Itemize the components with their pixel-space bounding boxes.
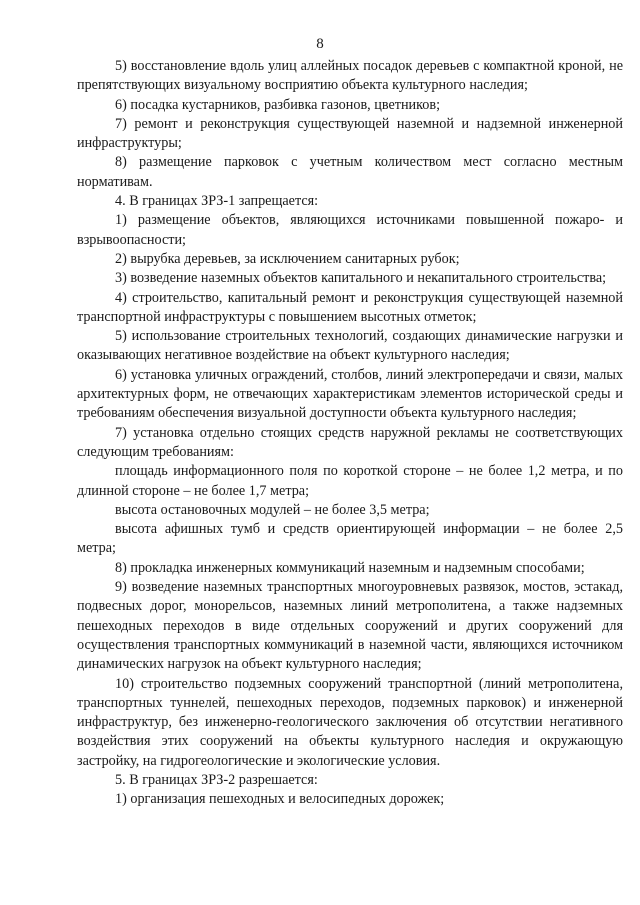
section-heading: 5. В границах ЗРЗ-2 разрешается: — [115, 771, 318, 788]
paragraph: 1) организация пешеходных и велосипедных дорожек; — [115, 791, 445, 808]
paragraph: 7) ремонт и реконструкция существующей наземной и надземной инженерной инфраструктуры; — [77, 115, 623, 152]
paragraph: 8) прокладка инженерных коммуникаций наземным и надземным способами; — [115, 559, 585, 576]
section-heading: 4. В границах ЗРЗ-1 запрещается: — [115, 193, 319, 210]
paragraph: 4) строительство, капитальный ремонт и реконструкция существующей наземной транспортной инфраструктуры с повышением высотных отметок; — [77, 289, 623, 325]
paragraph: 3) возведение наземных объектов капитального и некапитального строительства; — [115, 270, 607, 287]
paragraph: 6) установка уличных ограждений, столбов, линий электропередачи и связи, малых архитектурных форм, не отвечающих характеристикам элементов исторической среды и требованиям обеспечения визуальной доступности объекта культурного наследия; — [77, 366, 623, 422]
paragraph: высота остановочных модулей – не более 3,5 метра; — [115, 501, 430, 518]
paragraph: 9) возведение наземных транспортных многоуровневых развязок, мостов, эстакад, подвесных дорог, монорельсов, наземных линий метрополитена, а также надземных пешеходных переходов в виде отдельных сооружений и других сооружений для осуществления транспортных коммуникаций в наземной части, являющихся источником динамических нагрузок на объект культурного наследия; — [77, 579, 623, 673]
paragraph: 1) размещение объектов, являющихся источниками повышенной пожаро- и взрывоопасности; — [77, 212, 623, 248]
page-number: 8 — [316, 36, 324, 52]
paragraph: 2) вырубка деревьев, за исключением санитарных рубок; — [115, 250, 460, 267]
paragraph: площадь информационного поля по короткой стороне – не более 1,2 метра, и по длинной стороне – не более 1,7 метра; — [77, 463, 623, 499]
document-body — [77, 57, 623, 810]
paragraph: 6) посадка кустарников, разбивка газонов, цветников; — [115, 96, 441, 113]
paragraph: 7) установка отдельно стоящих средств наружной рекламы не соответствующих следующим требованиям: — [77, 424, 623, 460]
paragraph: 5) использование строительных технологий, создающих динамические нагрузки и оказывающих негативное воздействие на объект культурного наследия; — [77, 328, 623, 364]
paragraph: высота афишных тумб и средств ориентирующей информации – не более 2,5 метра; — [77, 521, 623, 557]
paragraph: 5) восстановление вдоль улиц аллейных посадок деревьев с компактной кроной, не препятствующих визуальному восприятию объекта культурного наследия; — [77, 58, 623, 94]
paragraph: 10) строительство подземных сооружений транспортной (линий метрополитена, транспортных туннелей, пешеходных переходов, подземных парковок) и инженерной инфраструктур, без инженерно-геологического заключения об отсутствии негативного воздействия этих сооружений на объекты культурного наследия и окружающую застройку, на гидрогеологические и экологические условия. — [77, 675, 623, 769]
paragraph: 8) размещение парковок с учетным количеством мест согласно местным нормативам. — [77, 154, 623, 190]
